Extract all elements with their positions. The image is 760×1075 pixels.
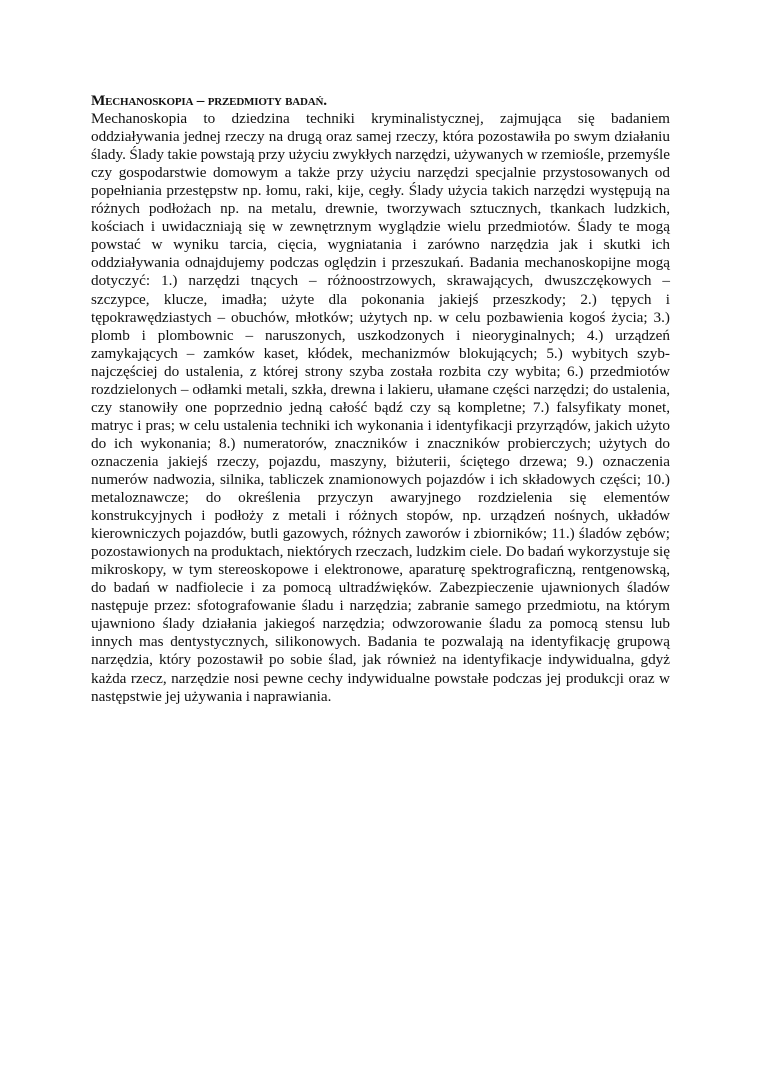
document-content [91,92,670,706]
document-title: Mechanoskopia – przedmioty badań. [91,92,327,109]
document-body: Mechanoskopia to dziedzina techniki kryminalistycznej, zajmująca się badaniem oddziaływania jednej rzeczy na drugą oraz samej rzeczy, która pozostawiła po swym działaniu ślady. Ślady takie powstają przy użyciu zwykłych narzędzi, używanych w rzemiośle, przemyśle czy gospodarstwie domowym a także przy użyciu narzędzi specjalnie przystosowanych od popełniania przestępstw np. łomu, raki, kije, cegły. Ślady użycia takich narzędzi występują na różnych podłożach np. na metalu, drewnie, tworzywach sztucznych, tkankach ludzkich, kościach i uwidaczniają się w zewnętrznym wyglądzie wielu przedmiotów. Ślady te mogą powstać w wyniku tarcia, cięcia, wygniatania i zarówno narzędzia jak i skutki ich oddziaływania odnajdujemy podczas oględzin i przeszukań. Badania mechanoskopijne mogą dotyczyć: 1.) narzędzi tnących – różnoostrzowych, skrawających, dwuszczękowych – szczypce, klucze, imadła; użyte dla pokonania jakiejś przeszkody; 2.) tępych i tępokrawędziastych – obuchów, młotków; użytych np. w celu pozbawienia kogoś życia; 3.) plomb i plombownic – naruszonych, uszkodzonych i nieoryginalnych; 4.) urządzeń zamykających – zamków kaset, kłódek, mechanizmów blokujących; 5.) wybitych szyb-najczęściej do ustalenia, z której strony szyba została rozbita czy wybita; 6.) przedmiotów rozdzielonych – odłamki metali, szkła, drewna i lakieru, ułamane części narzędzi; do ustalenia, czy stanowiły one poprzednio jedną całość bądź czy są kompletne; 7.) falsyfikaty monet, matryc i pras; w celu ustalenia techniki ich wykonania i identyfikacji przyrządów, jakich użyto do ich wykonania; 8.) numeratorów, znaczników i znaczników probierczych; użytych do oznaczenia jakiejś rzeczy, pojazdu, maszyny, biżuterii, ściętego drzewa; 9.) oznaczenia numerów nadwozia, silnika, tabliczek znamionowych pojazdów i ich składowych części; 10.) metaloznawcze; do określenia przyczyn awaryjnego rozdzielenia się elementów konstrukcyjnych i podłoży z metali i różnych stopów, np. urządzeń nośnych, układów kierowniczych pojazdów, butli gazowych, różnych zaworów i zbiorników; 11.) śladów zębów; pozostawionych na produktach, niektórych rzeczach, ludzkim ciele. Do badań wykorzystuje się mikroskopy, w tym stereoskopowe i elektronowe, aparaturę spektrograficzną, rentgenowską, do badań w nadfiolecie i za pomocą ultradźwięków. Zabezpieczenie ujawnionych śladów następuje przez: sfotografowanie śladu i narzędzia; zabranie samego przedmiotu, na którym ujawniono ślady działania jakiegoś narzędzia; odwzorowanie śladu za pomocą stensu lub innych mas dentystycznych, silikonowych. Badania te pozwalają na identyfikację grupową narzędzia, który pozostawił po sobie ślad, jak również na identyfikacje indywidualna, gdyż każda rzecz, narzędzie nosi pewne cechy indywidualne powstałe podczas jej produkcji oraz w następstwie jej używania i naprawiania. [91,110,670,705]
